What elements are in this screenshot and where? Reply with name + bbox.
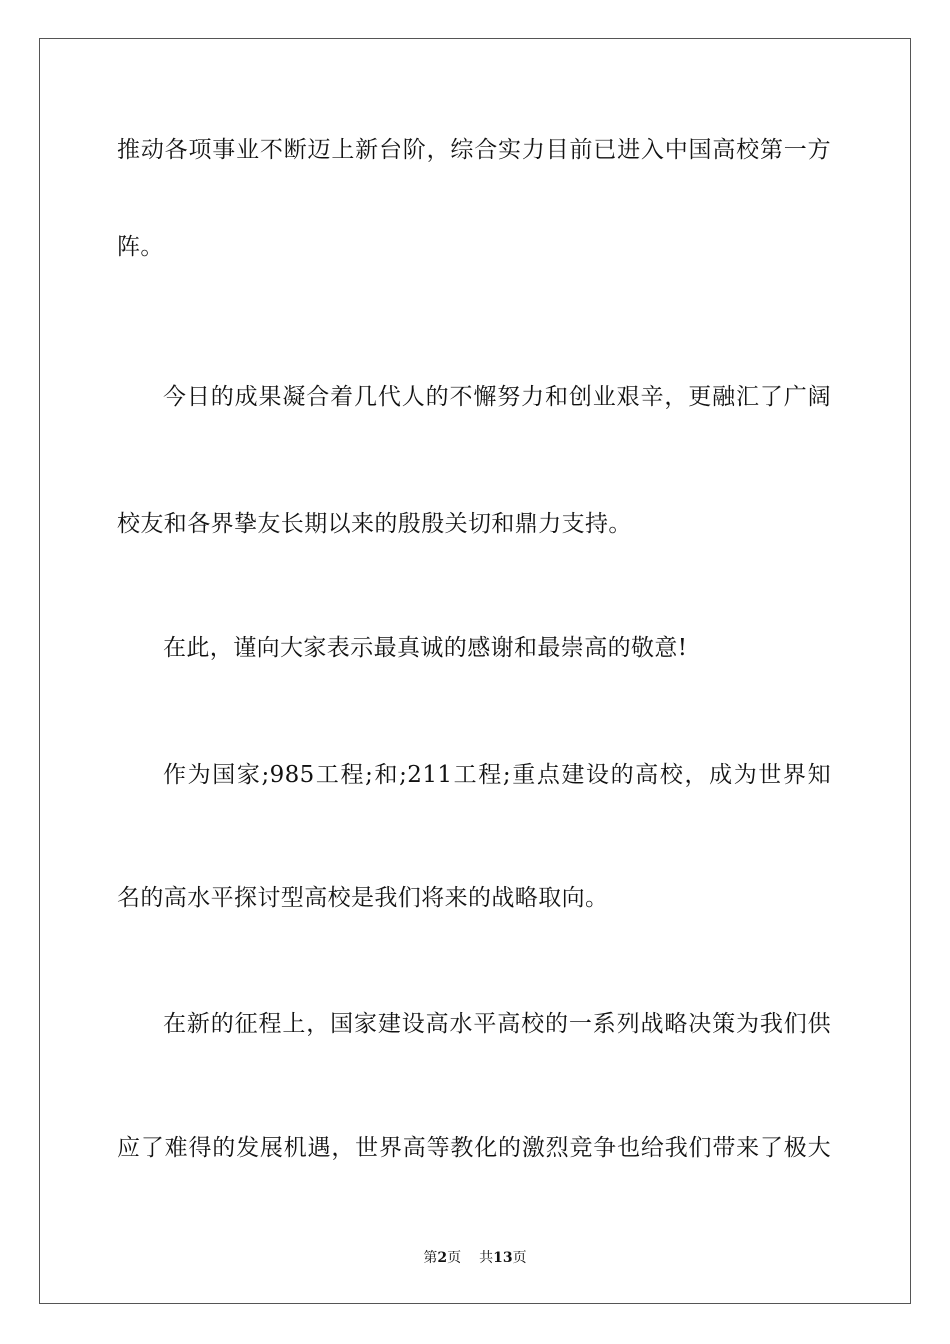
page-unit: 页 (447, 1250, 462, 1266)
text-line-3: 今日的成果凝合着几代人的不懈努力和创业艰辛，更融汇了广阔 (163, 384, 831, 410)
text-line-1: 推动各项事业不断迈上新台阶，综合实力目前已进入中国高校第一方 (117, 137, 831, 163)
page-total: 13 (493, 1250, 513, 1266)
page-frame (39, 38, 911, 1304)
page-footer (0, 1248, 950, 1268)
text-line-7: 名的高水平探讨型高校是我们将来的战略取向。 (117, 885, 609, 911)
text-line-5: 在此，谨向大家表示最真诚的感谢和最崇高的敬意! (163, 635, 688, 661)
page-current: 2 (437, 1250, 448, 1266)
total-prefix: 共 (479, 1250, 494, 1266)
text-line-6: 作为国家;985工程;和;211工程;重点建设的高校，成为世界知 (163, 762, 831, 788)
text-line-4: 校友和各界挚友长期以来的殷殷关切和鼎力支持。 (117, 511, 632, 537)
text-line-9: 应了难得的发展机遇，世界高等教化的激烈竞争也给我们带来了极大 (117, 1135, 831, 1161)
text-line-8: 在新的征程上，国家建设高水平高校的一系列战略决策为我们供 (163, 1011, 831, 1037)
text-line-2: 阵。 (117, 234, 164, 260)
page-prefix: 第 (423, 1250, 438, 1266)
total-unit: 页 (512, 1250, 527, 1266)
